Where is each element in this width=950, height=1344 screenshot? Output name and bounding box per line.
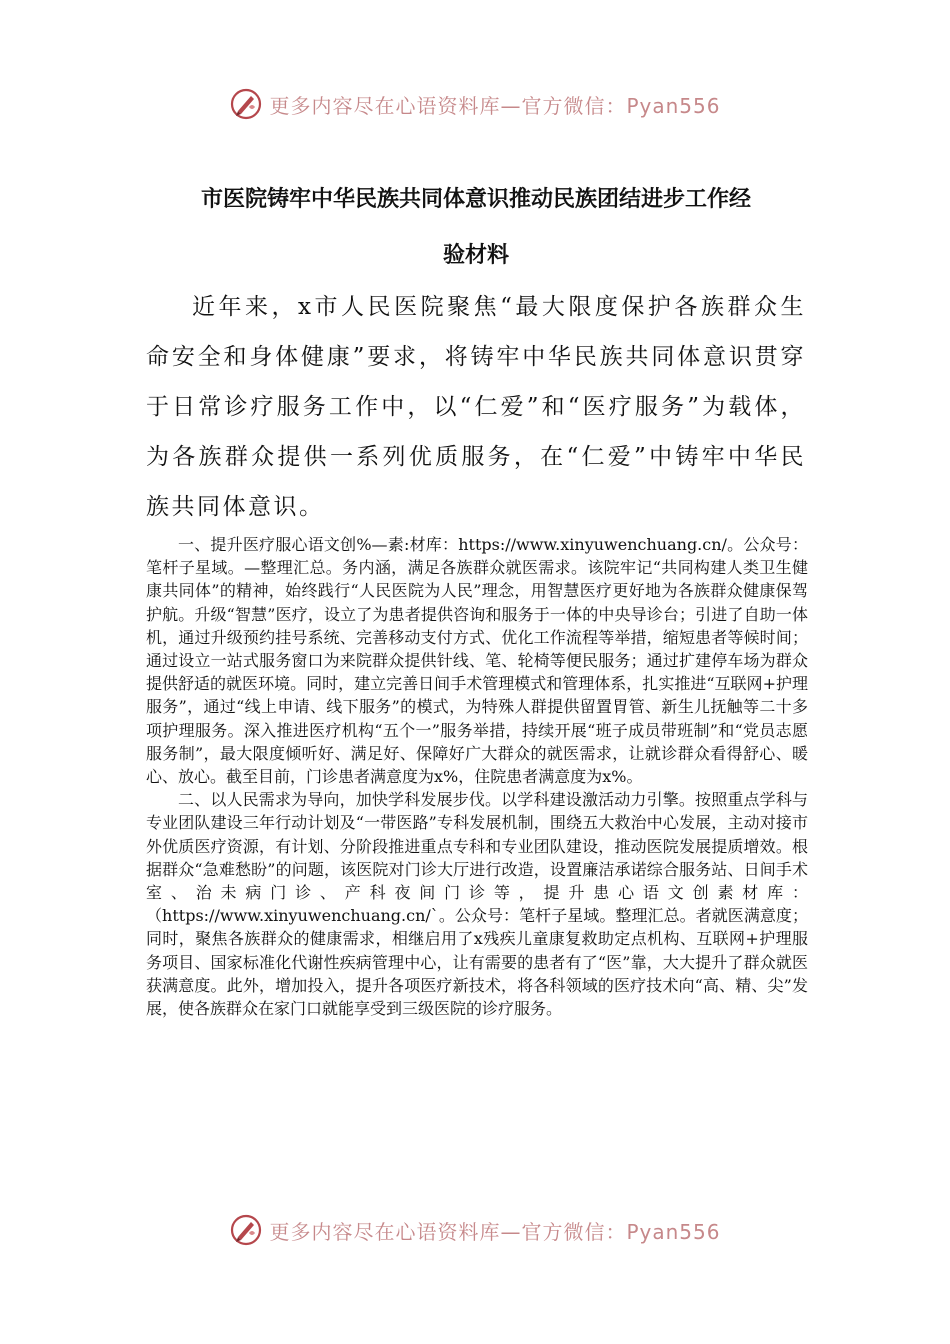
pen-heart-logo-icon (229, 1213, 263, 1247)
watermark-text: 更多内容尽在心语资料库—官方微信：Pyan556 (269, 1219, 721, 1244)
document-title (146, 172, 806, 284)
paragraph-2: 二、以人民需求为导向，加快学科发展步伐。以学科建设激活动力引擎。按照重点学科与专业团队建设三年行动计划及“一带医路”专科发展机制，围绕五大救治中心发展，主动对接市外优质医疗资源，有计划、分阶段推进重点专科和专业团队建设，推动医院发展提质增效。根据群众“急难愁盼”的问题，该医院对门诊大厅进行改造，设置廉洁承诺综合服务站、日间手术室、治未病门诊、产科夜间门诊等，提升患心语文创素材库：（https://www.xinyuwenchuang.cn/`。公众号：笔杆子星域。整理汇总。者就医满意度；同时，聚焦各族群众的健康需求，相继启用了x残疾儿童康复救助定点机构、互联网+护理服务项目、国家标准化代谢性疾病管理中心，让有需要的患者有了“医”靠，大大提升了群众就医获满意度。此外，增加投入，提升各项医疗新技术，将各科领域的医疗技术向“高、精、尖”发展，使各族群众在家门口就能享受到三级医院的诊疗服务。 (146, 790, 808, 1019)
title-line-2: 验材料 (442, 243, 509, 268)
paragraph-1: 一、提升医疗服心语文创%—素:材库：https://www.xinyuwenchuang.cn/。公众号：笔杆子星域。—整理汇总。务内涵，满足各族群众就医需求。该院牢记“共同构建人类卫生健康共同体”的精神，始终践行“人民医院为人民”理念，用智慧医疗更好地为各族群众健康保驾护航。升级“智慧”医疗，设立了为患者提供咨询和服务于一体的中央导诊台；引进了自助一体机，通过升级预约挂号系统、完善移动支付方式、优化工作流程等举措，缩短患者等候时间；通过设立一站式服务窗口为来院群众提供针线、笔、轮椅等便民服务；通过扩建停车场为群众提供舒适的就医环境。同时，建立完善日间手术管理模式和管理体系，扎实推进“互联网+护理服务”，通过“线上申请、线下服务”的模式，为特殊人群提供留置胃管、新生儿抚触等二十多项护理服务。深入推进医疗机构“五个一”服务举措，持续开展“班子成员带班制”和“党员志愿服务制”，最大限度倾听好、满足好、保障好广大群众的就医需求，让就诊群众看得舒心、暖心、放心。截至目前，门诊患者满意度为x%，住院患者满意度为x%。 (146, 535, 808, 787)
watermark-text: 更多内容尽在心语资料库—官方微信：Pyan556 (269, 93, 721, 118)
title-line-1: 市医院铸牢中华民族共同体意识推动民族团结进步工作经 (200, 187, 751, 212)
watermark-header (0, 84, 950, 124)
body-text (146, 533, 808, 1020)
lead-paragraph: 近年来，x市人民医院聚焦“最大限度保护各族群众生命安全和身体健康”要求，将铸牢中华民族共同体意识贯穿于日常诊疗服务工作中，以“仁爱”和“医疗服务”为载体，为各族群众提供一系列优质服务，在“仁爱”中铸牢中华民族共同体意识。 (146, 294, 806, 520)
pen-heart-logo-icon (229, 87, 263, 121)
watermark-footer (0, 1210, 950, 1250)
